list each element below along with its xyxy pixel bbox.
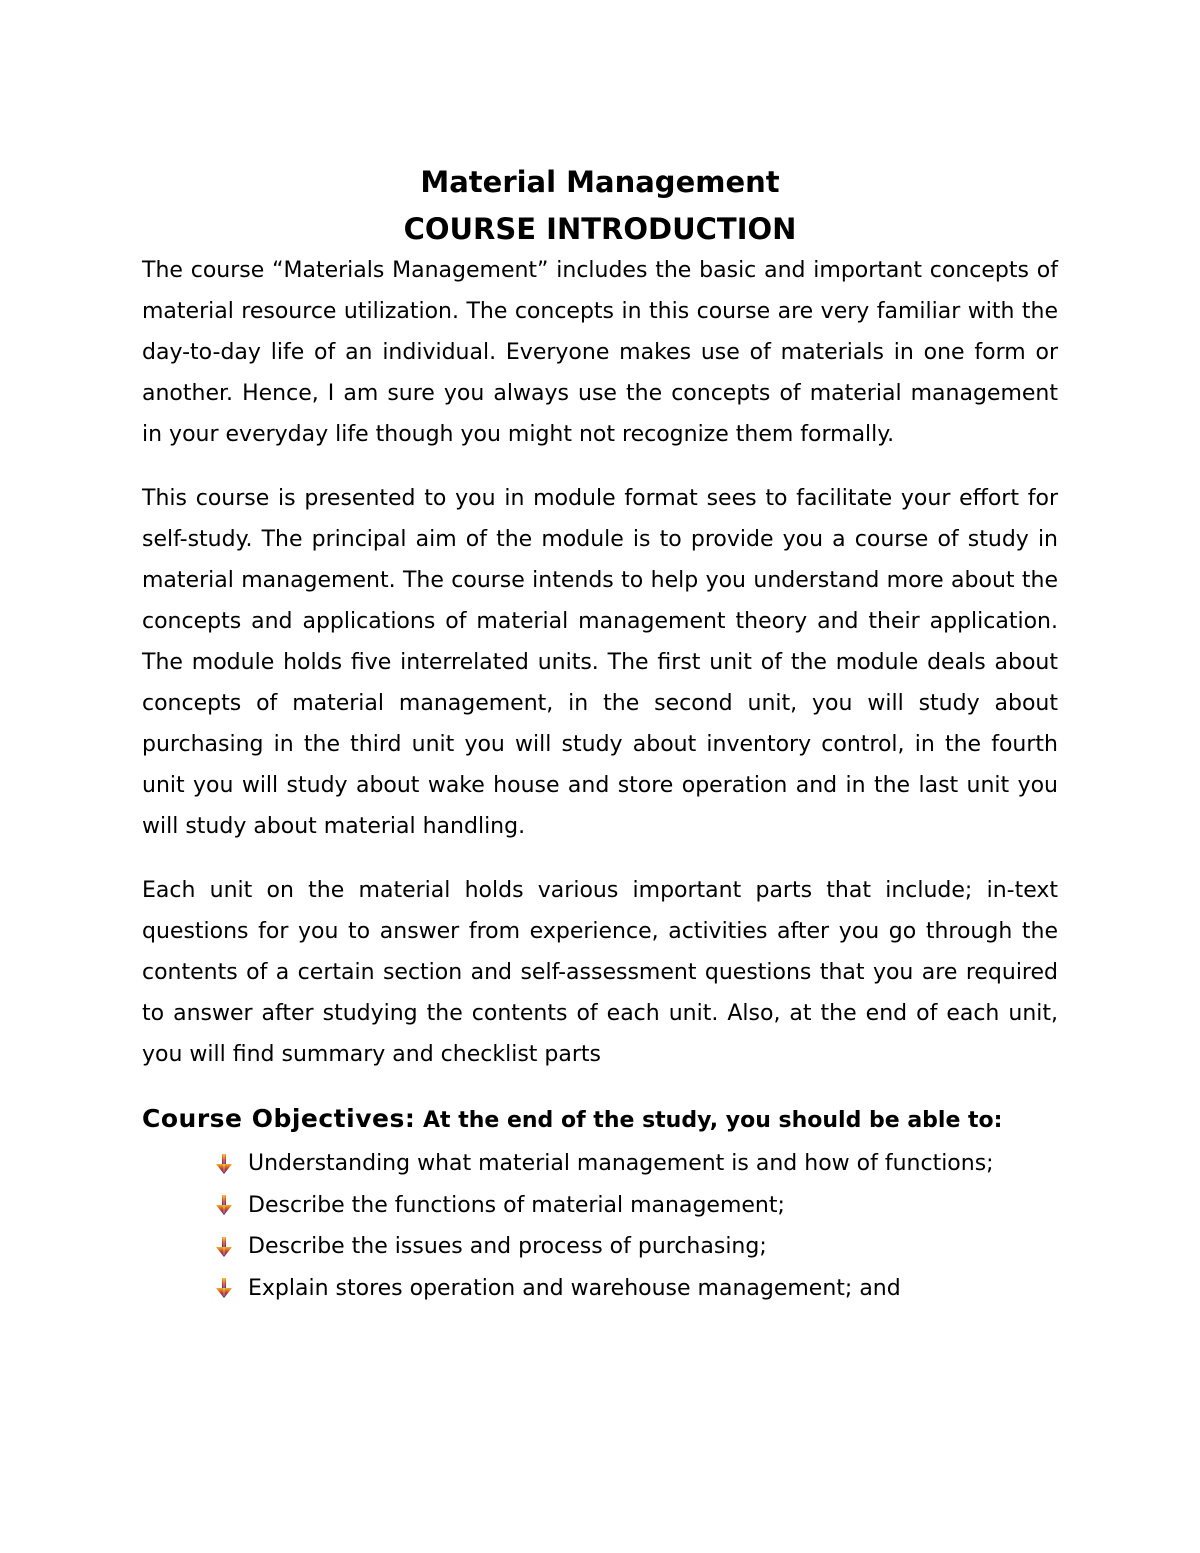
objectives-list <box>142 1143 1058 1309</box>
intro-paragraph-3: Each unit on the material holds various important parts that include; in-text questions for you to answer from experience, activities after you go through the contents of a certain section and self-assessment questions that you are required to answer after studying the contents of each unit. Also, at the end of each unit, you will find summary and checklist parts <box>142 878 1058 1067</box>
down-arrow-bullet-icon <box>212 1152 236 1176</box>
objectives-label: Course Objectives: <box>142 1104 416 1133</box>
objectives-heading <box>142 1098 1058 1141</box>
list-item <box>212 1268 1058 1310</box>
down-arrow-bullet-icon <box>212 1276 236 1300</box>
objectives-intro: At the end of the study, you should be able to: <box>423 1108 1003 1133</box>
intro-paragraph-2: This course is presented to you in module format sees to facilitate your effort for self-study. The principal aim of the module is to provide you a course of study in material management. The course intends to help you understand more about the concepts and applications of material management theory and their application. The module holds five interrelated units. The first unit of the module deals about concepts of material management, in the second unit, you will study about purchasing in the third unit you will study about inventory control, in the fourth unit you will study about wake house and store operation and in the last unit you will study about material handling. <box>142 486 1058 839</box>
list-item <box>212 1226 1058 1268</box>
section-heading-course-introduction: COURSE INTRODUCTION <box>403 212 797 246</box>
objective-text: Describe the functions of material management; <box>248 1192 785 1218</box>
list-item <box>212 1185 1058 1227</box>
list-item <box>212 1143 1058 1185</box>
document-title: Material Management <box>420 165 780 199</box>
intro-paragraph-1: The course “Materials Management” includes the basic and important concepts of material resource utilization. The concepts in this course are very familiar with the day-to-day life of an individual. Everyone makes use of materials in one form or another. Hence, I am sure you always use the concepts of material management in your everyday life though you might not recognize them formally. <box>142 258 1058 447</box>
document-page <box>142 160 1058 1309</box>
down-arrow-bullet-icon <box>212 1193 236 1217</box>
objective-text: Describe the issues and process of purchasing; <box>248 1234 767 1259</box>
down-arrow-bullet-icon <box>212 1235 236 1259</box>
objective-text: Understanding what material management is and how of functions; <box>248 1151 994 1176</box>
objective-text: Explain stores operation and warehouse management; and <box>248 1275 901 1301</box>
